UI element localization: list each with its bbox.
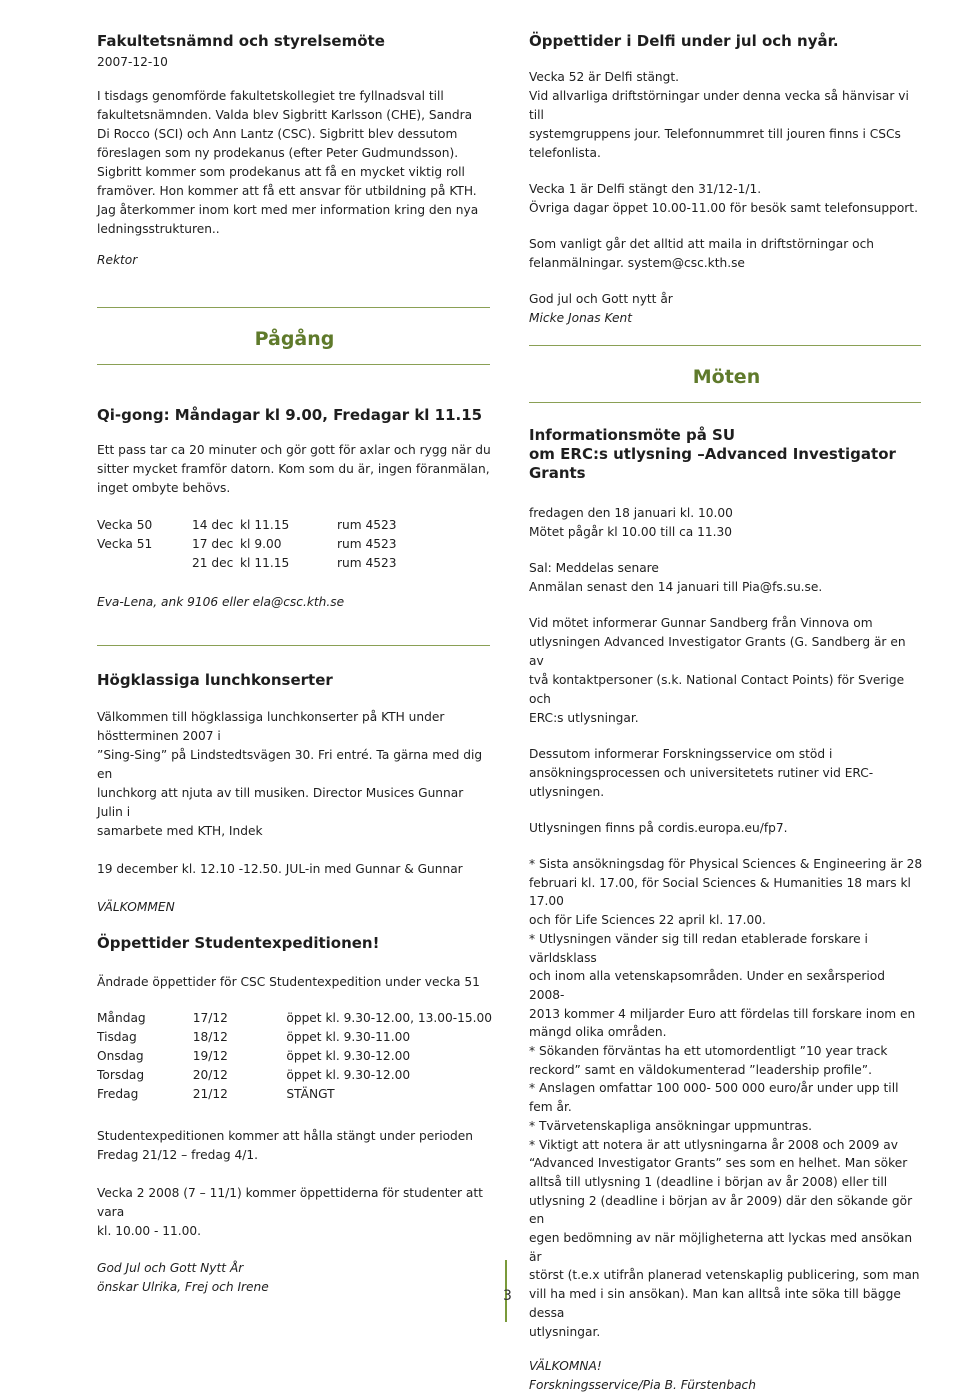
schedule-row (97, 537, 397, 556)
page-number: 3 (503, 1288, 512, 1304)
fakultet-article (97, 32, 492, 270)
body-line: Anmälan senast den 14 januari till Pia@fs.su.se. (529, 580, 823, 594)
body-line: framöver. Hon kommer att få ett ansvar för utbildning på KTH. (97, 184, 477, 198)
section-divider (97, 645, 490, 646)
article-heading: Qi-gong: Måndagar kl 9.00, Fredagar kl 11.15 (97, 406, 483, 424)
body-line: systemgruppens jour. Telefonnummret till jouren finns i CSCs (529, 127, 901, 141)
time-cell: kl 11.15 (240, 518, 290, 532)
body-line: Studentexpeditionen kommer att hålla stängt under perioden (97, 1129, 474, 1143)
studexp-article (97, 934, 492, 1297)
schedule-row (97, 1011, 492, 1030)
body-line: felanmälningar. system@csc.kth.se (529, 256, 745, 270)
body-line: kl. 10.00 - 11.00. (97, 1224, 201, 1238)
body-line: Di Rocco (SCI) och Ann Lantz (CSC). Sigbritt blev dessutom (97, 127, 458, 141)
date-cell: 18/12 (192, 1030, 228, 1044)
greeting-line: God jul och Gott nytt år (529, 292, 673, 306)
hours-cell: öppet kl. 9.30-12.00 (286, 1068, 411, 1082)
erc-article (529, 426, 924, 1395)
body-line: ”Sing-Sing” på Lindstedtsvägen 30. Fri entré. Ta gärna med dig en (97, 748, 483, 781)
bullet-line: 2013 kommer 4 miljarder Euro att fördelas till forskare inom en (529, 1006, 916, 1021)
meeting-date (529, 504, 924, 542)
body-line: föreslagen som ny prodekanus (efter Peter Gudmundsson). (97, 146, 459, 160)
day-cell: Torsdag (97, 1068, 145, 1082)
schedule-row (97, 518, 397, 537)
body-line: telefonlista. (529, 146, 601, 160)
body-line: Sal: Meddelas senare (529, 561, 659, 575)
bullet-line: alltså till utlysning 1 (deadline i början av år 2008) eller till (529, 1174, 888, 1189)
bullet-line: “Advanced Investigator Grants” ses som en helhet. Man söker (529, 1156, 908, 1171)
week-cell (97, 556, 192, 575)
qigong-schedule (97, 518, 397, 575)
welcome-text: VÄLKOMNA! (529, 1359, 602, 1374)
time-cell: kl 11.15 (240, 556, 290, 570)
bullet-line: mängd olika områden. (529, 1025, 667, 1040)
schedule-row (97, 1049, 492, 1068)
welcome-text: VÄLKOMMEN (97, 900, 175, 914)
room-cell: rum 4523 (337, 518, 397, 532)
body-line: Dessutom informerar Forskningsservice om stöd i (529, 747, 833, 761)
article-body (97, 441, 492, 498)
signature: Rektor (97, 253, 138, 267)
week-cell: Vecka 50 (97, 518, 153, 532)
section-divider (97, 364, 490, 365)
article-heading: Fakultetsnämnd och styrelsemöte (97, 32, 385, 50)
schedule-row (97, 1068, 492, 1087)
body-line: Jag återkommer inom kort med mer information kring den nya (97, 203, 479, 217)
room-cell: rum 4523 (337, 556, 397, 570)
signature: Forskningsservice/Pia B. Fürstenbach (529, 1378, 756, 1393)
body-line: I tisdags genomförde fakultetskollegiet tre fyllnadsval till (97, 89, 444, 103)
bullet-line: och för Life Sciences 22 april kl. 17.00. (529, 913, 766, 928)
date-cell: 20/12 (192, 1068, 228, 1082)
hours-cell: STÄNGT (286, 1087, 335, 1101)
body-line: Välkommen till högklassiga lunchkonserter på KTH under (97, 710, 445, 724)
bullet-line: * Sökanden förväntas ha ett utomordentligt ”10 year track (529, 1044, 888, 1059)
body-line: utlysningen Advanced Investigator Grants (G. Sandberg är en av (529, 635, 906, 668)
body-line: Vecka 52 är Delfi stängt. (529, 70, 680, 84)
bullet-line: reckord” samt en väldokumenterad ”leadership profile”. (529, 1062, 872, 1077)
bullet-line: * Viktigt att notera är att utlysningarna år 2008 och 2009 av (529, 1137, 898, 1152)
body-line: fredagen den 18 januari kl. 10.00 (529, 506, 733, 520)
body-line: Övriga dagar öppet 10.00-11.00 för besök samt telefonsupport. (529, 201, 918, 215)
greeting (97, 1259, 492, 1297)
bullet-line: * Anslagen omfattar 100 000- 500 000 euro/år under upp till fem år. (529, 1081, 899, 1115)
bullet-line: * Sista ansökningsdag för Physical Sciences & Engineering är 28 (529, 857, 923, 871)
day-cell: Måndag (97, 1011, 146, 1025)
body-line: ledningsstrukturen.. (97, 222, 220, 236)
body-line: Mötet pågår kl 10.00 till ca 11.30 (529, 525, 733, 539)
delfi-paragraph (529, 68, 924, 163)
body-line: Vid mötet informerar Gunnar Sandberg från Vinnova om (529, 616, 873, 630)
hours-cell: öppet kl. 9.30-11.00 (286, 1030, 411, 1044)
greeting-line: önskar Ulrika, Frej och Irene (97, 1280, 269, 1294)
body-line: Ett pass tar ca 20 minuter och gör gott för axlar och rygg när du (97, 443, 491, 457)
qigong-article (97, 406, 492, 612)
body-line: Vecka 1 är Delfi stängt den 31/12-1/1. (529, 182, 762, 196)
bullet-line: utlysningar. (529, 1324, 601, 1339)
bullet-line: * Utlysningen vänder sig till redan etablerade forskare i världsklass (529, 931, 868, 965)
schedule-row (97, 556, 397, 575)
hours-cell: öppet kl. 9.30-12.00 (286, 1049, 411, 1063)
bullet-line: februari kl. 17.00, för Social Sciences & Humanities 18 mars kl 17.00 (529, 875, 911, 909)
erc-bullets (529, 855, 924, 1341)
article-body (97, 87, 492, 239)
bullet-line: och inom alla vetenskapsområden. Under en sexårsperiod 2008- (529, 969, 885, 1002)
date-cell: 17 dec (192, 537, 234, 551)
day-cell: Fredag (97, 1087, 139, 1101)
bullet-line: utlysning 2 (deadline i början av år 2009) där den sökande gör en (529, 1193, 913, 1227)
date-cell: 21 dec (192, 556, 234, 570)
article-heading: Högklassiga lunchkonserter (97, 671, 333, 689)
bullet-line: egen bedömning av när möjligheterna att lyckas med ansökan är (529, 1231, 913, 1264)
body-line: samarbete med KTH, Indek (97, 824, 263, 838)
erc-paragraph (529, 745, 924, 802)
article-heading: Informationsmöte på SU (529, 426, 736, 444)
body-line: utlysningen. (529, 785, 605, 799)
contact: Eva-Lena, ank 9106 eller ela@csc.kth.se (97, 595, 345, 609)
link-line: Utlysningen finns på cordis.europa.eu/fp7. (529, 821, 788, 835)
bullet-line: vill ha med i sin ansökan). Man kan alltså inte söka till bägge dessa (529, 1287, 901, 1320)
greeting-line: God Jul och Gott Nytt År (97, 1261, 244, 1275)
studexp-schedule (97, 1011, 492, 1106)
body-line: Vecka 2 2008 (7 – 11/1) kommer öppettiderna för studenter att vara (97, 1186, 483, 1219)
date-cell: 14 dec (192, 518, 234, 532)
date-cell: 17/12 (192, 1011, 228, 1025)
week-cell: Vecka 51 (97, 537, 153, 551)
signature: Micke Jonas Kent (529, 311, 633, 325)
date-cell: 19/12 (192, 1049, 228, 1063)
body-line: ansökningsprocessen och universitetets rutiner vid ERC- (529, 766, 874, 780)
schedule-row (97, 1087, 492, 1106)
section-divider (529, 345, 921, 346)
section-divider (97, 307, 490, 308)
meeting-venue (529, 559, 924, 597)
delfi-article (529, 32, 924, 328)
article-body (97, 708, 492, 841)
section-title-pagang: Pågång (254, 328, 335, 350)
day-cell: Onsdag (97, 1049, 144, 1063)
erc-paragraph (529, 614, 924, 728)
article-heading: Öppettider Studentexpeditionen! (97, 934, 380, 952)
lunch-article (97, 671, 492, 917)
body-line: Som vanligt går det alltid att maila in driftstörningar och (529, 237, 875, 251)
body-line: Vid allvarliga driftstörningar under denna vecka så hänvisar vi till (529, 89, 909, 122)
reopen-paragraph (97, 1184, 492, 1241)
body-line: ERC:s utlysningar. (529, 711, 639, 725)
body-line: Sigbritt kommer som prodekanus att få en mycket viktig roll (97, 165, 465, 179)
schedule-row (97, 1030, 492, 1049)
room-cell: rum 4523 (337, 537, 397, 551)
body-line: inget ombyte behövs. (97, 481, 231, 495)
section-divider (529, 402, 921, 403)
article-heading: Öppettider i Delfi under jul och nyår. (529, 32, 839, 50)
body-line: sitter mycket framför datorn. Kom som du är, ingen föranmälan, (97, 462, 490, 476)
body-line: höstterminen 2007 i (97, 729, 221, 743)
delfi-paragraph (529, 235, 924, 273)
body-line: Fredag 21/12 – fredag 4/1. (97, 1148, 258, 1162)
article-heading: om ERC:s utlysning –Advanced Investigator Grants (529, 445, 896, 482)
date-cell: 21/12 (192, 1087, 228, 1101)
bullet-line: * Tvärvetenskapliga ansökningar uppmuntras. (529, 1118, 813, 1133)
article-date: 2007-12-10 (97, 55, 168, 69)
delfi-paragraph (529, 180, 924, 218)
body-line: lunchkorg att njuta av till musiken. Director Musices Gunnar Julin i (97, 786, 464, 819)
body-line: två kontaktpersoner (s.k. National Contact Points) för Sverige och (529, 673, 905, 706)
hours-cell: öppet kl. 9.30-12.00, 13.00-15.00 (286, 1011, 492, 1025)
body-line: fakultetsnämnden. Valda blev Sigbritt Karlsson (CHE), Sandra (97, 108, 473, 122)
day-cell: Tisdag (97, 1030, 137, 1044)
event-line: 19 december kl. 12.10 -12.50. JUL-in med Gunnar & Gunnar (97, 862, 463, 876)
time-cell: kl 9.00 (240, 537, 282, 551)
section-title-moten: Möten (692, 366, 761, 388)
intro-line: Ändrade öppettider för CSC Studentexpedition under vecka 51 (97, 975, 480, 989)
bullet-line: störst (t.e.x utifrån planerad vetenskaplig publicering, som man (529, 1268, 920, 1283)
closed-paragraph (97, 1127, 492, 1165)
